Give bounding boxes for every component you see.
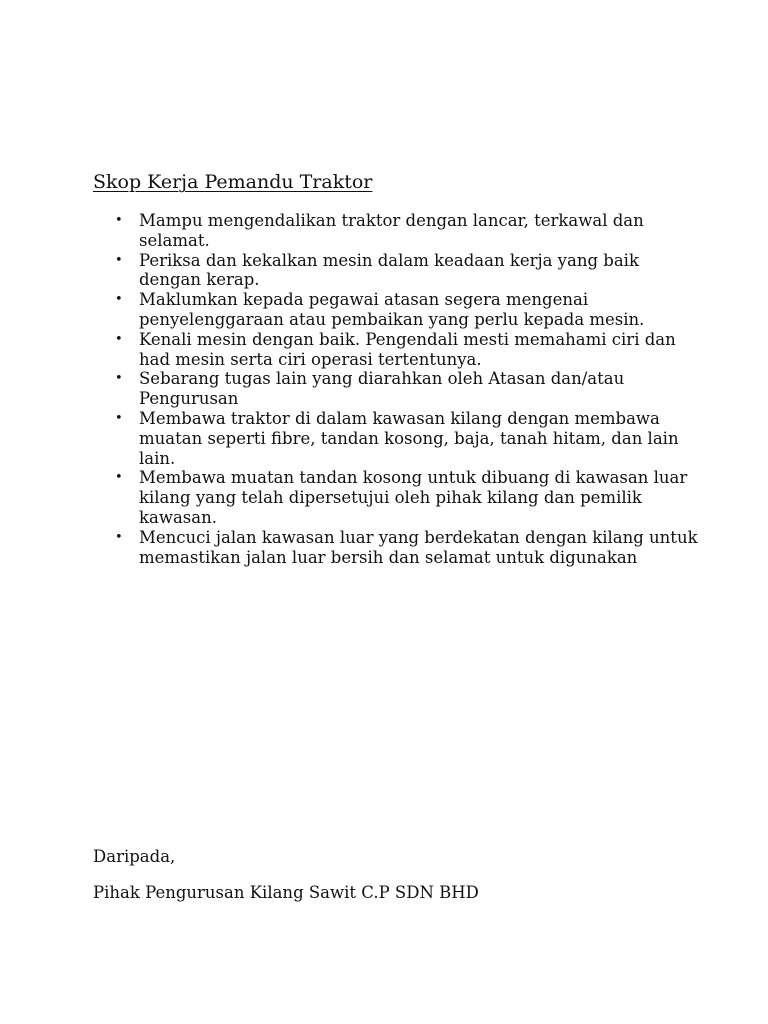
bullet-icon: •	[115, 213, 123, 228]
bullet-icon: •	[115, 410, 123, 426]
list-item-text: Sebarang tugas lain yang diarahkan oleh Atasan dan/atau Pengurusan	[139, 369, 625, 409]
list-item	[115, 369, 699, 409]
list-item-text: Kenali mesin dengan baik. Pengendali mesti memahami ciri dan had mesin serta ciri operasi tertentunya.	[139, 329, 676, 369]
list-item	[115, 211, 699, 251]
list-item	[115, 290, 699, 330]
bullet-icon: •	[115, 371, 123, 387]
bullet-icon: •	[115, 529, 123, 545]
list-item-text: Periksa dan kekalkan mesin dalam keadaan kerja yang baik dengan kerap.	[139, 250, 639, 290]
list-item-text: Maklumkan kepada pegawai atasan segera mengenai penyelenggaraan atau pembaikan yang perlu kepada mesin.	[139, 290, 645, 329]
list-item-text: Membawa muatan tandan kosong untuk dibuang di kawasan luar kilang yang telah dipersetujui oleh pihak kilang dan pemilik kawasan.	[139, 468, 688, 527]
list-item	[115, 329, 699, 370]
list-item	[115, 468, 699, 527]
bullet-icon: •	[115, 252, 123, 268]
duty-list	[115, 211, 699, 567]
signatory-text: Pihak Pengurusan Kilang Sawit C.P SDN BHD	[93, 883, 479, 902]
bullet-icon: •	[115, 470, 123, 486]
list-item	[115, 250, 699, 291]
list-item	[115, 527, 699, 568]
list-item	[115, 408, 699, 468]
document-title: Skop Kerja Pemandu Traktor	[93, 171, 373, 193]
closing-text: Daripada,	[93, 847, 176, 866]
bullet-icon: •	[115, 331, 123, 347]
list-item-text: Mencuci jalan kawasan luar yang berdekatan dengan kilang untuk memastikan jalan luar bersih dan selamat untuk digunakan	[139, 527, 698, 567]
list-item-text: Membawa traktor di dalam kawasan kilang dengan membawa muatan seperti fibre, tandan kosong, baja, tanah hitam, dan lain lain.	[139, 408, 679, 468]
list-item-text: Mampu mengendalikan traktor dengan lancar, terkawal dan selamat.	[139, 211, 644, 250]
bullet-icon: •	[115, 292, 123, 308]
